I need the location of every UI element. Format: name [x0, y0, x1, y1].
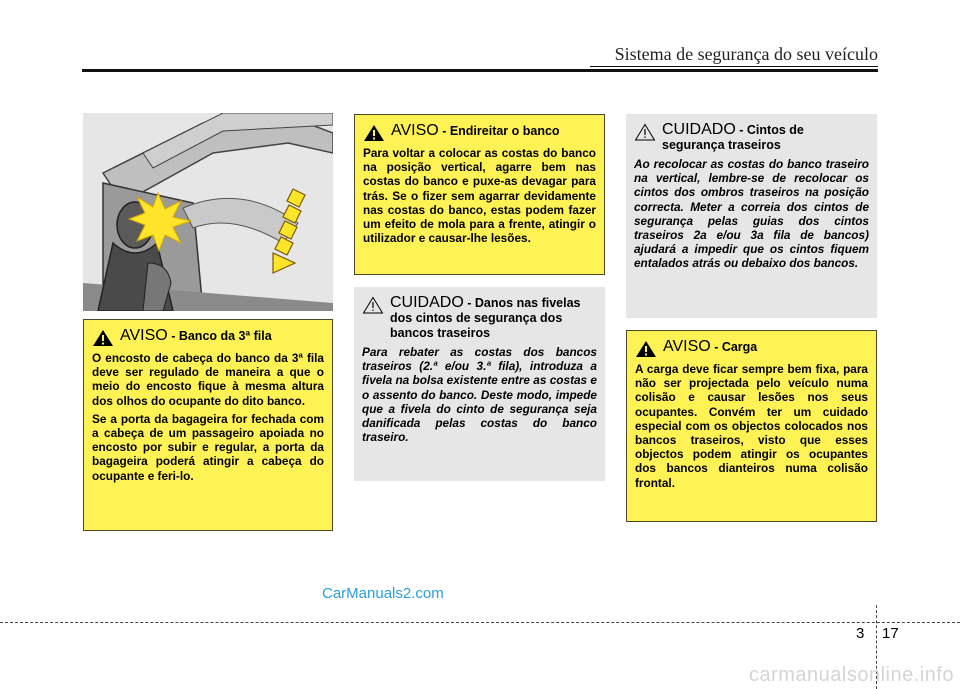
page-number: 17: [882, 625, 899, 642]
box-body: [634, 157, 869, 271]
box-heading: [363, 123, 596, 142]
warning-icon: [92, 329, 114, 347]
site-footer-watermark: carmanualsonline.info: [748, 664, 954, 686]
warning-box-third-row-seat: [83, 319, 333, 531]
seat-illustration: [83, 113, 333, 311]
page-chapter-number: 3: [856, 625, 865, 642]
caution-icon: [362, 296, 384, 314]
header-rule-accent: [590, 66, 878, 67]
box-paragraph: Para voltar a colocar as costas do banco na posição vertical, agarre bem nas costas do banco e puxe-as devagar para trás. Se o fizer sem agarrar devidamente nas costas do banco, estas podem fazer um efeito de mola para a frente, atingir o utilizador e causar-lhe lesões.: [363, 146, 596, 246]
warning-box-straighten-seat: [354, 114, 605, 275]
box-subtitle: - Banco da 3ª fila: [167, 329, 272, 343]
header-rule: [82, 69, 878, 72]
box-heading: [92, 328, 324, 347]
box-body: [92, 351, 324, 483]
box-body: [635, 362, 868, 490]
box-paragraph: A carga deve ficar sempre bem fixa, para não ser projectada pelo veículo numa colisão e causar lesões nos seus ocupantes. Convém ter um cuidado especial com os objectos colocados nos bancos traseiros, visto que esses objectos podem atingir os ocupantes dos bancos dianteiros numa colisão frontal.: [635, 362, 868, 490]
box-label: AVISO: [120, 327, 168, 344]
caution-box-rear-belts: [626, 114, 877, 318]
box-paragraph: Para rebater as costas dos bancos traseiros (2.ª e/ou 3.ª fila), introduza a fivela na bolsa existente entre as costas e o assento do banco. Deste modo, impede que a fivela do cinto de segurança seja danificada pelas costas do banco traseiro.: [362, 345, 597, 445]
box-heading: [635, 339, 868, 358]
box-label: AVISO: [391, 122, 439, 139]
box-body: [362, 345, 597, 444]
box-subtitle: - Cintos de segurança traseiros: [662, 123, 804, 152]
box-title-text: [120, 328, 272, 344]
box-paragraph: O encosto de cabeça do banco da 3ª fila deve ser regulado de maneira a que o meio do encosto fique à mesma altura dos olhos do ocupante do dito banco.: [92, 351, 324, 408]
box-paragraph: Se a porta da bagageira for fechada com a cabeça de um passageiro apoiada no encosto por subir e regular, a porta da bagageira poderá atingir a cabeça do ocupante e feri-lo.: [92, 411, 324, 483]
caution-box-buckle-damage: [354, 287, 605, 481]
box-title-text: [662, 122, 869, 153]
warning-icon: [635, 340, 657, 358]
box-label: CUIDADO: [390, 294, 464, 311]
page-header-title: Sistema de segurança do seu veículo: [614, 44, 878, 64]
warning-icon: [363, 124, 385, 142]
box-title-text: [391, 123, 560, 139]
warning-box-cargo: [626, 330, 877, 522]
box-subtitle: - Danos nas fivelas dos cintos de segurança dos bancos traseiros: [390, 296, 581, 340]
box-subtitle: - Carga: [710, 340, 758, 354]
footer-dashed-rule: [0, 622, 960, 623]
box-title-text: [390, 295, 597, 341]
caution-icon: [634, 123, 656, 141]
box-paragraph: Ao recolocar as costas do banco traseiro na vertical, lembre-se de recolocar os cintos dos ombros traseiros na posição correcta. Meter a correia dos cintos de segurança pelas guias dos cintos traseiros 2a e/ou 3a fila de bancos) ajudará a impedir que os cintos fiquem entalados atrás ou debaixo dos bancos.: [634, 157, 869, 271]
box-subtitle: - Endireitar o banco: [438, 124, 560, 138]
box-label: AVISO: [663, 338, 711, 355]
headrest-impact-illustration: [83, 113, 333, 311]
box-body: [363, 146, 596, 245]
watermark-link[interactable]: CarManuals2.com: [322, 585, 444, 602]
box-title-text: [663, 339, 757, 355]
box-heading: [634, 122, 869, 153]
box-label: CUIDADO: [662, 121, 736, 138]
box-heading: [362, 295, 597, 341]
